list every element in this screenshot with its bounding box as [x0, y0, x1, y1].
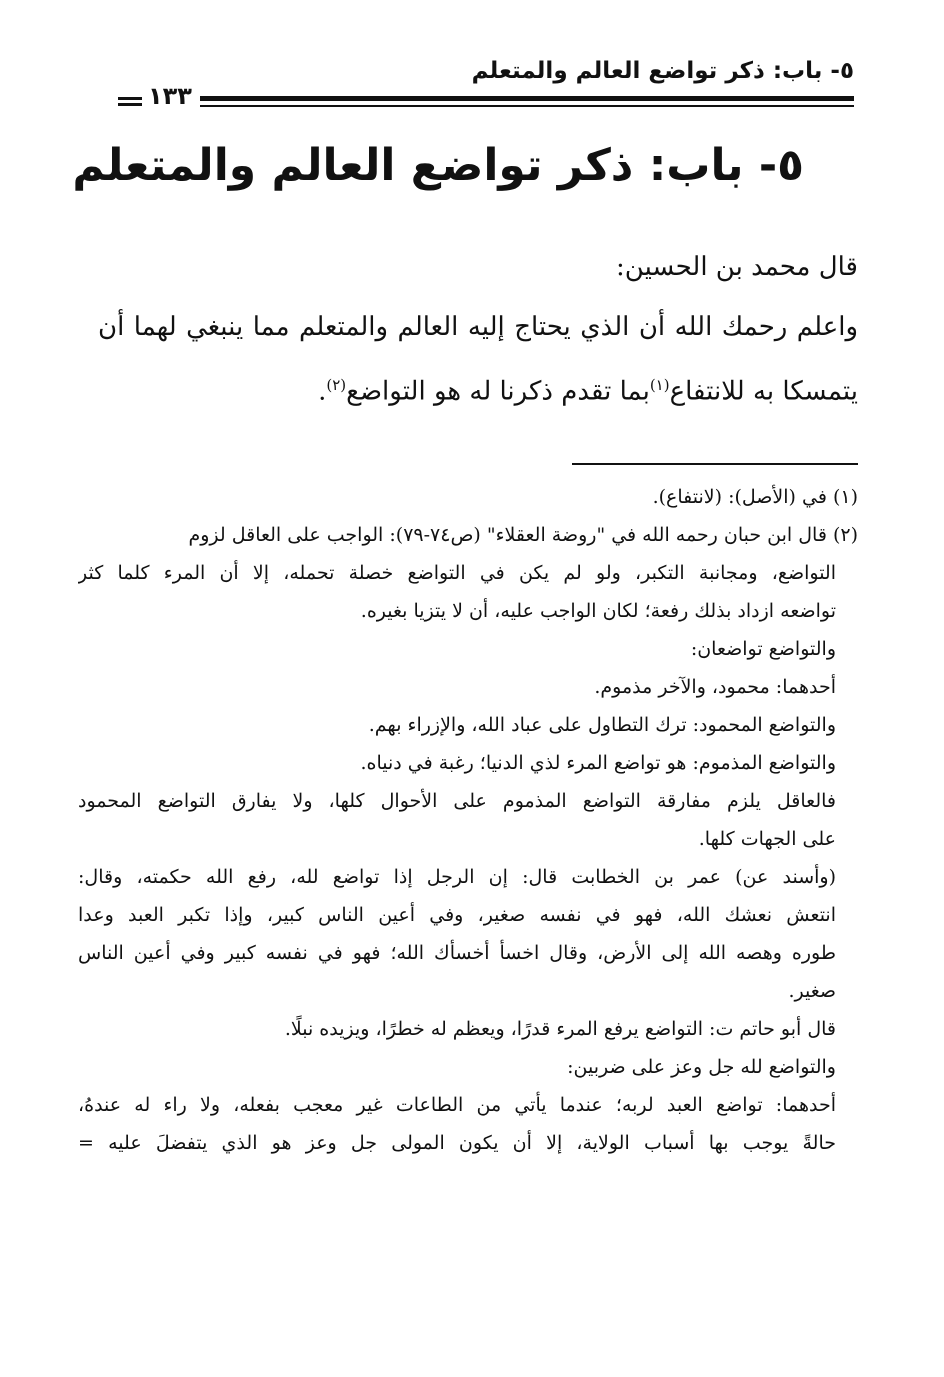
footnote-line: طوره وهصه الله إلى الأرض، وقال اخسأ أخسأك الله؛ فهو في نفسه كبير وفي أعين الناس [78, 942, 836, 964]
footnote-ref-2: (٢) [326, 376, 347, 394]
footnote-line: التواضع، ومجانبة التكبر، ولو لم يكن في التواضع خصلة تحمله، إلا أن المرء كلما كثر [78, 562, 836, 584]
body-line-1: واعلم رحمك الله أن الذي يحتاج إليه العالم والمتعلم مما ينبغي لهما أن [98, 312, 858, 342]
body-line-2-start: يتمسكا به للانتفاع [669, 376, 858, 407]
chapter-title: ٥- باب: ذكر تواضع العالم والمتعلم [72, 140, 804, 191]
footnote-line: والتواضع لله جل وعز على ضربين: [567, 1056, 836, 1078]
intro-line: قال محمد بن الحسين: [616, 252, 858, 282]
footnotes [78, 478, 858, 1162]
footnote-line: صغير. [788, 980, 836, 1002]
footnote-line: والتواضع تواضعان: [690, 638, 836, 660]
footnote-line: والتواضع المذموم: هو تواضع المرء لذي الدنيا؛ رغبة في دنياه. [360, 752, 836, 774]
footnote-line: تواضعه ازداد بذلك رفعة؛ لكان الواجب عليه، أن لا يتزيا بغيره. [360, 600, 836, 622]
body-line-2-end: . [318, 376, 327, 407]
footnote-line: فالعاقل يلزم مفارقة التواضع المذموم على الأحوال كلها، ولا يفارق التواضع المحمود [78, 790, 836, 812]
footnote-line: (٢) قال ابن حبان رحمه الله في "روضة العقلاء" (ص٧٤-٧٩): الواجب على العاقل لزوم [188, 524, 858, 546]
body-line-2 [98, 376, 858, 407]
footnote-line: أحدهما: تواضع العبد لربه؛ عندما يأتي من الطاعات غير معجب بفعله، ولا راء له عندهُ، [78, 1094, 836, 1116]
footnote-line: أحدهما: محمود، والآخر مذموم. [594, 676, 836, 698]
running-header-title: ٥- باب: ذكر تواضع العالم والمتعلم [471, 58, 854, 84]
footnote-separator [572, 463, 858, 465]
footnote-line: حالةً يوجب بها أسباب الولاية، إلا أن يكون المولى جل وعز هو الذي يتفضلَ عليه = [78, 1132, 836, 1154]
page-number: ١٣٣ [148, 82, 192, 110]
footnote-line: على الجهات كلها. [698, 828, 836, 850]
page-number-ornament [118, 97, 142, 106]
footnote-line: قال أبو حاتم ت: التواضع يرفع المرء قدرًا، ويعظم له خطرًا، ويزيده نبلًا. [284, 1018, 836, 1040]
header-rule [200, 96, 854, 107]
body-line-2-mid: بما تقدم ذكرنا له هو التواضع [346, 376, 650, 407]
footnote-ref-1: (١) [649, 376, 670, 394]
footnote-line: انتعش نعشك الله، فهو في نفسه صغير، وفي أعين الناس كبير، وإذا تكبر العبد وعدا [78, 904, 836, 926]
footnote-line: (١) في (الأصل): (لانتفاع). [652, 486, 858, 508]
footnote-line: (وأسند عن) عمر بن الخطابت قال: إن الرجل إذا تواضع لله، رفع الله حكمته، وقال: [78, 866, 836, 888]
footnote-line: والتواضع المحمود: ترك التطاول على عباد الله، والإزراء بهم. [368, 714, 836, 736]
